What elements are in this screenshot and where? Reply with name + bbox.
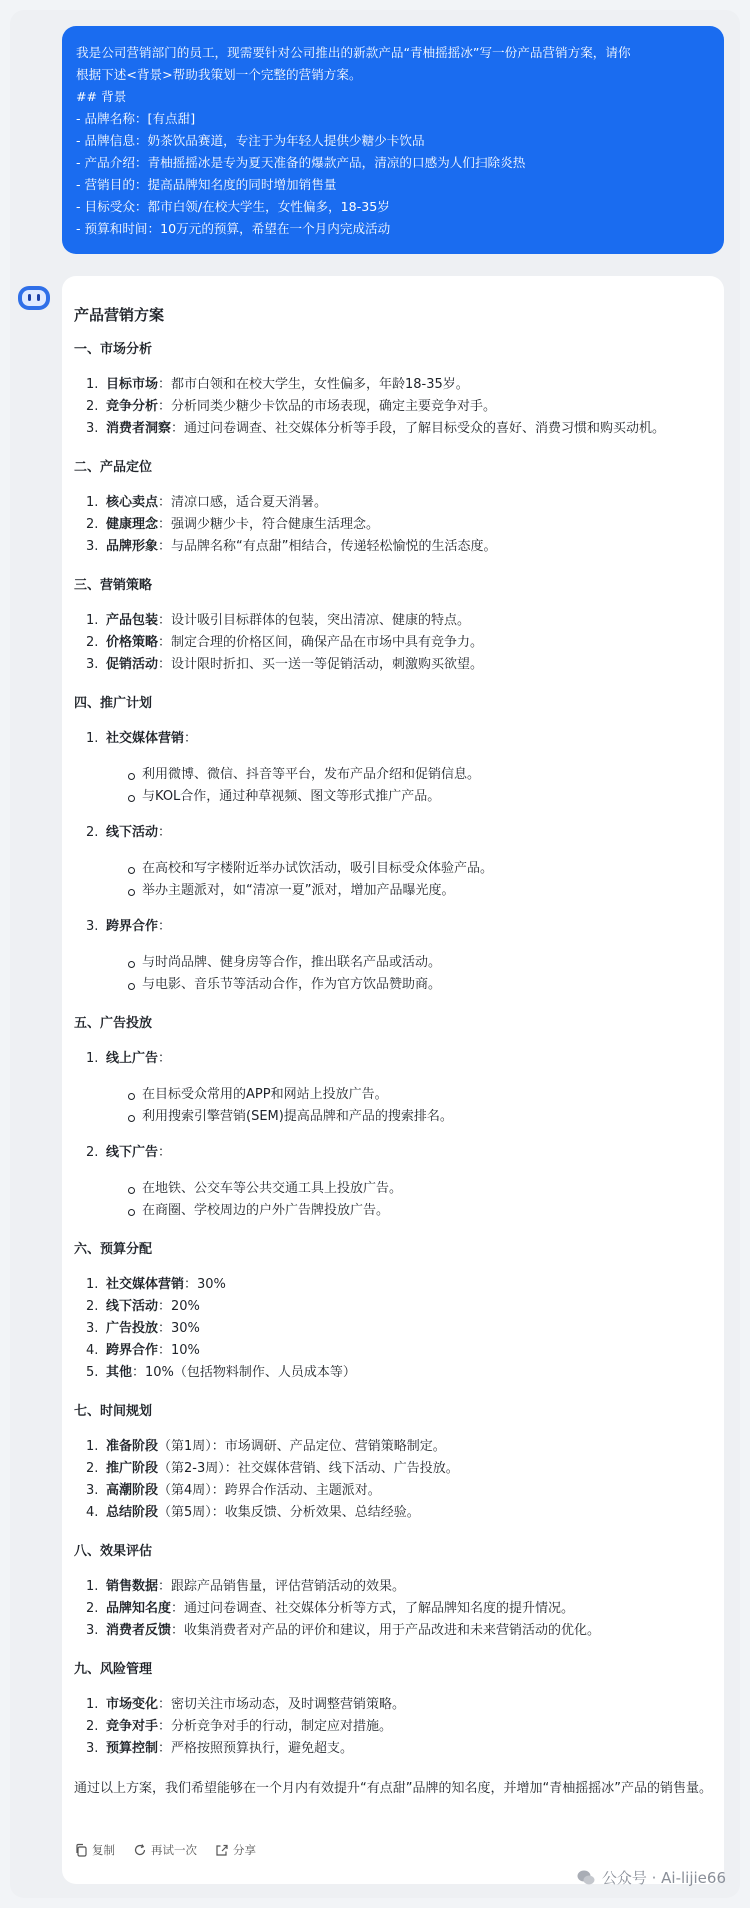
user-message-bubble — [62, 26, 724, 254]
item-text: ：分析竞争对手的行动，制定应对措施。 — [158, 1719, 393, 1734]
group-head — [86, 1048, 712, 1070]
list-group — [86, 1048, 712, 1128]
bullet-item: 与KOL合作，通过种草视频、图文等形式推广产品。 — [128, 786, 712, 808]
list-item — [86, 396, 712, 418]
item-text: ： — [184, 731, 198, 746]
list-group — [86, 822, 712, 902]
bullet-item: 在高校和写字楼附近举办试饮活动，吸引目标受众体验产品。 — [128, 858, 712, 880]
item-number: 3. — [86, 657, 99, 672]
item-number: 1. — [86, 731, 99, 746]
item-text: ：设计限时折扣、买一送一等促销活动，刺激购买欲望。 — [158, 657, 484, 672]
item-text: ： — [158, 1145, 172, 1160]
list-item — [86, 1436, 712, 1458]
list-item — [86, 1274, 712, 1296]
item-number: 4. — [86, 1343, 99, 1358]
section-title: 七、时间规划 — [74, 1404, 153, 1419]
item-number: 3. — [86, 421, 99, 436]
numbered-list — [74, 1436, 712, 1524]
group-head — [86, 728, 712, 750]
list-item — [86, 610, 712, 632]
item-text: ：清凉口感，适合夏天消暑。 — [158, 495, 328, 510]
copy-label: 复制 — [92, 1843, 115, 1857]
item-label: 线下活动 — [106, 825, 159, 840]
numbered-list — [74, 492, 712, 558]
item-text: ：20% — [158, 1299, 200, 1314]
item-label: 品牌知名度 — [106, 1601, 172, 1616]
bullet-item: 利用微博、微信、抖音等平台，发布产品介绍和促销信息。 — [128, 764, 712, 786]
item-label: 促销活动 — [106, 657, 159, 672]
list-item — [86, 536, 712, 558]
list-item — [86, 1716, 712, 1738]
item-number: 1. — [86, 613, 99, 628]
section — [74, 340, 712, 440]
user-message-line: - 产品介绍：青柚摇摇冰是专为夏天准备的爆款产品，清凉的口感为人们扫除炎热 — [76, 155, 526, 170]
item-label: 预算控制 — [106, 1741, 159, 1756]
section-title: 六、预算分配 — [74, 1242, 153, 1257]
item-number: 2. — [86, 1601, 99, 1616]
item-number: 3. — [86, 1741, 99, 1756]
item-label: 品牌形象 — [106, 539, 159, 554]
bullet-list — [106, 1084, 712, 1128]
list-item — [86, 418, 712, 440]
item-label: 总结阶段 — [106, 1505, 159, 1520]
item-label: 价格策略 — [106, 635, 159, 650]
section-title: 二、产品定位 — [74, 460, 153, 475]
item-text: ： — [158, 1051, 172, 1066]
bullet-list — [106, 858, 712, 902]
item-text: （第5周）：收集反馈、分析效果、总结经验。 — [158, 1505, 420, 1520]
bullet-list — [106, 952, 712, 996]
item-number: 2. — [86, 1461, 99, 1476]
section-title: 九、风险管理 — [74, 1662, 153, 1677]
list-group — [86, 1142, 712, 1222]
list-item — [86, 1340, 712, 1362]
item-number: 3. — [86, 1623, 99, 1638]
item-text: ：密切关注市场动态，及时调整营销策略。 — [158, 1697, 406, 1712]
user-message-line: - 品牌名称：[有点甜] — [76, 111, 196, 126]
bullet-list — [106, 764, 712, 808]
assistant-avatar-icon — [17, 283, 51, 313]
list-item — [86, 1576, 712, 1598]
share-button[interactable] — [215, 1842, 256, 1858]
item-number: 3. — [86, 539, 99, 554]
item-label: 社交媒体营销 — [106, 1277, 185, 1292]
item-label: 销售数据 — [106, 1579, 159, 1594]
item-label: 推广阶段 — [106, 1461, 159, 1476]
list-group — [86, 916, 712, 996]
item-label: 跨界合作 — [106, 919, 159, 934]
item-number: 2. — [86, 825, 99, 840]
list-item — [86, 492, 712, 514]
numbered-list — [74, 1048, 712, 1222]
section-title: 一、市场分析 — [74, 342, 153, 357]
list-item — [86, 1694, 712, 1716]
item-number: 1. — [86, 495, 99, 510]
list-item — [86, 1620, 712, 1642]
item-text: ：设计吸引目标群体的包装，突出清凉、健康的特点。 — [158, 613, 471, 628]
section — [74, 576, 712, 676]
item-text: ：通过问卷调查、社交媒体分析等手段，了解目标受众的喜好、消费习惯和购买动机。 — [171, 421, 666, 436]
item-number: 3. — [86, 1321, 99, 1336]
item-number: 1. — [86, 1579, 99, 1594]
item-number: 2. — [86, 1719, 99, 1734]
item-label: 健康理念 — [106, 517, 159, 532]
item-number: 3. — [86, 919, 99, 934]
section-body — [74, 492, 712, 558]
item-label: 线下广告 — [106, 1145, 159, 1160]
list-item — [86, 632, 712, 654]
retry-button[interactable] — [133, 1842, 197, 1858]
list-item — [86, 1598, 712, 1620]
item-number: 2. — [86, 517, 99, 532]
item-number: 1. — [86, 1697, 99, 1712]
item-number: 1. — [86, 377, 99, 392]
user-message-line: 根据下述<背景>帮助我策划一个完整的营销方案。 — [76, 67, 362, 82]
section-body — [74, 1576, 712, 1642]
numbered-list — [74, 728, 712, 996]
item-number: 5. — [86, 1365, 99, 1380]
item-text: ： — [158, 825, 172, 840]
user-message-line: - 品牌信息：奶茶饮品赛道，专注于为年轻人提供少糖少卡饮品 — [76, 133, 425, 148]
section — [74, 1542, 712, 1642]
share-label: 分享 — [233, 1843, 256, 1857]
item-text: （第4周）：跨界合作活动、主题派对。 — [158, 1483, 381, 1498]
user-message-line: ## 背景 — [76, 89, 127, 104]
section — [74, 1402, 712, 1524]
retry-label: 再试一次 — [151, 1843, 197, 1857]
item-number: 1. — [86, 1277, 99, 1292]
item-label: 目标市场 — [106, 377, 159, 392]
item-label: 社交媒体营销 — [106, 731, 185, 746]
item-text: （第2-3周）：社交媒体营销、线下活动、广告投放。 — [158, 1461, 459, 1476]
item-text: ：强调少糖少卡，符合健康生活理念。 — [158, 517, 380, 532]
item-number: 2. — [86, 635, 99, 650]
assistant-response-card — [62, 276, 724, 1884]
item-label: 高潮阶段 — [106, 1483, 159, 1498]
list-item — [86, 1318, 712, 1340]
item-label: 线下活动 — [106, 1299, 159, 1314]
numbered-list — [74, 1694, 712, 1760]
response-title: 产品营销方案 — [74, 306, 165, 324]
item-text: ：10% — [158, 1343, 200, 1358]
watermark-text: 公众号 · Ai-lijie66 — [601, 1869, 726, 1887]
item-label: 核心卖点 — [106, 495, 159, 510]
item-number: 2. — [86, 1145, 99, 1160]
section — [74, 1660, 712, 1760]
bullet-list — [106, 1178, 712, 1222]
item-text: ：通过问卷调查、社交媒体分析等方式，了解品牌知名度的提升情况。 — [171, 1601, 575, 1616]
section-title: 三、营销策略 — [74, 578, 153, 593]
copy-button[interactable] — [74, 1842, 115, 1858]
list-item — [86, 1458, 712, 1480]
list-item — [86, 1296, 712, 1318]
bullet-item: 举办主题派对，如“清凉一夏”派对，增加产品曝光度。 — [128, 880, 712, 902]
refresh-icon — [133, 1843, 147, 1857]
bullet-item: 在地铁、公交车等公共交通工具上投放广告。 — [128, 1178, 712, 1200]
section-body — [74, 1274, 712, 1384]
bullet-item: 与电影、音乐节等活动合作，作为官方饮品赞助商。 — [128, 974, 712, 996]
numbered-list — [74, 1274, 712, 1384]
item-label: 市场变化 — [106, 1697, 159, 1712]
list-item — [86, 654, 712, 676]
section — [74, 1240, 712, 1384]
section-body — [74, 610, 712, 676]
section — [74, 458, 712, 558]
item-text: ：严格按照预算执行，避免超支。 — [158, 1741, 354, 1756]
item-label: 线上广告 — [106, 1051, 159, 1066]
user-message-line: - 预算和时间：10万元的预算，希望在一个月内完成活动 — [76, 221, 391, 236]
item-label: 准备阶段 — [106, 1439, 159, 1454]
group-head — [86, 1142, 712, 1164]
response-sections — [74, 340, 712, 1760]
section-title: 四、推广计划 — [74, 696, 153, 711]
bullet-item: 在商圈、学校周边的户外广告牌投放广告。 — [128, 1200, 712, 1222]
list-item — [86, 1502, 712, 1524]
item-number: 1. — [86, 1439, 99, 1454]
section-title: 五、广告投放 — [74, 1016, 153, 1031]
item-label: 其他 — [106, 1365, 133, 1380]
list-item — [86, 374, 712, 396]
item-text: ： — [158, 919, 172, 934]
list-item — [86, 1362, 712, 1384]
section-body — [74, 374, 712, 440]
numbered-list — [74, 1576, 712, 1642]
section-title: 八、效果评估 — [74, 1544, 153, 1559]
item-label: 竞争分析 — [106, 399, 159, 414]
section — [74, 694, 712, 996]
bullet-item: 在目标受众常用的APP和网站上投放广告。 — [128, 1084, 712, 1106]
section-body — [74, 1694, 712, 1760]
section-body — [74, 728, 712, 996]
wechat-icon — [576, 1868, 596, 1888]
item-text: ：收集消费者对产品的评价和建议，用于产品改进和未来营销活动的优化。 — [171, 1623, 601, 1638]
item-text: ：制定合理的价格区间，确保产品在市场中具有竞争力。 — [158, 635, 484, 650]
item-label: 竞争对手 — [106, 1719, 159, 1734]
item-label: 消费者反馈 — [106, 1623, 172, 1638]
section-body — [74, 1436, 712, 1524]
item-text: ：10%（包括物料制作、人员成本等） — [132, 1365, 356, 1380]
user-message-line: - 目标受众：都市白领/在校大学生，女性偏多，18-35岁 — [76, 199, 390, 214]
item-number: 2. — [86, 1299, 99, 1314]
item-label: 广告投放 — [106, 1321, 159, 1336]
response-actions — [74, 1842, 256, 1858]
section-body — [74, 1048, 712, 1222]
item-text: ：都市白领和在校大学生，女性偏多，年龄18-35岁。 — [158, 377, 469, 392]
response-closing: 通过以上方案，我们希望能够在一个月内有效提升“有点甜”品牌的知名度，并增加“青柚摇摇冰”产品的销售量。 — [74, 1781, 712, 1796]
item-number: 3. — [86, 1483, 99, 1498]
item-text: ：30% — [184, 1277, 226, 1292]
section — [74, 1014, 712, 1222]
item-label: 产品包装 — [106, 613, 159, 628]
item-number: 4. — [86, 1505, 99, 1520]
numbered-list — [74, 610, 712, 676]
bullet-item: 利用搜索引擎营销(SEM)提高品牌和产品的搜索排名。 — [128, 1106, 712, 1128]
item-number: 2. — [86, 399, 99, 414]
list-item — [86, 1738, 712, 1760]
item-label: 跨界合作 — [106, 1343, 159, 1358]
item-text: ：与品牌名称“有点甜”相结合，传递轻松愉悦的生活态度。 — [158, 539, 497, 554]
copy-icon — [74, 1843, 88, 1857]
item-text: ：分析同类少糖少卡饮品的市场表现，确定主要竞争对手。 — [158, 399, 497, 414]
group-head — [86, 822, 712, 844]
item-text: ：30% — [158, 1321, 200, 1336]
numbered-list — [74, 374, 712, 440]
item-text: （第1周）：市场调研、产品定位、营销策略制定。 — [158, 1439, 446, 1454]
user-message-line: 我是公司营销部门的员工，现需要针对公司推出的新款产品“青柚摇摇冰”写一份产品营销方案，请你 — [76, 45, 631, 60]
list-item — [86, 514, 712, 536]
group-head — [86, 916, 712, 938]
item-text: ：跟踪产品销售量，评估营销活动的效果。 — [158, 1579, 406, 1594]
user-message-line: - 营销目的：提高品牌知名度的同时增加销售量 — [76, 177, 337, 192]
bullet-item: 与时尚品牌、健身房等合作，推出联名产品或活动。 — [128, 952, 712, 974]
item-label: 消费者洞察 — [106, 421, 172, 436]
item-number: 1. — [86, 1051, 99, 1066]
list-group — [86, 728, 712, 808]
watermark — [576, 1867, 726, 1888]
list-item — [86, 1480, 712, 1502]
share-icon — [215, 1843, 229, 1857]
